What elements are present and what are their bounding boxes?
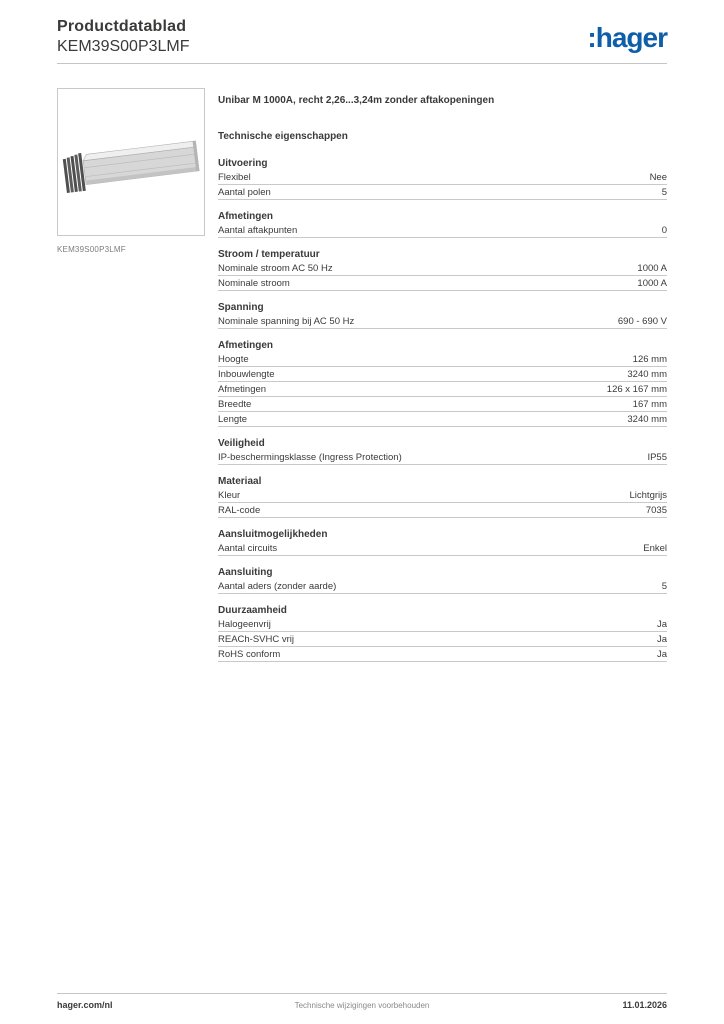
spec-row bbox=[218, 261, 667, 276]
spec-section-title: Afmetingen bbox=[218, 211, 273, 222]
spec-section bbox=[218, 211, 667, 238]
spec-value: Lichtgrijs bbox=[629, 489, 667, 501]
spec-section-title: Aansluiting bbox=[218, 567, 273, 578]
spec-value: 1000 A bbox=[637, 262, 667, 274]
spec-section bbox=[218, 476, 667, 518]
spec-row bbox=[218, 314, 667, 329]
hager-logo: :hager bbox=[587, 22, 667, 53]
spec-row bbox=[218, 450, 667, 465]
spec-value: 126 x 167 mm bbox=[606, 383, 667, 395]
technical-properties-heading: Technische eigenschappen bbox=[218, 131, 348, 142]
spec-row bbox=[218, 382, 667, 397]
spec-value: Ja bbox=[656, 633, 667, 645]
busbar-product-image bbox=[58, 89, 204, 235]
spec-section-title: Veiligheid bbox=[218, 438, 265, 449]
spec-section-title: Aansluitmogelijkheden bbox=[218, 529, 328, 540]
footer-disclaimer: Technische wijzigingen voorbehouden bbox=[294, 1001, 430, 1010]
spec-value: Enkel bbox=[643, 542, 667, 554]
spec-value: 126 mm bbox=[632, 353, 667, 365]
spec-label: Afmetingen bbox=[218, 383, 267, 395]
product-code: KEM39S00P3LMF bbox=[57, 38, 190, 55]
spec-label: RAL-code bbox=[218, 504, 261, 516]
spec-value: 5 bbox=[661, 186, 667, 198]
spec-section bbox=[218, 605, 667, 662]
spec-row bbox=[218, 397, 667, 412]
spec-label: REACh-SVHC vrij bbox=[218, 633, 295, 645]
spec-value: IP55 bbox=[647, 451, 667, 463]
spec-column bbox=[218, 88, 667, 662]
busbar-fins bbox=[62, 153, 85, 193]
spec-label: Breedte bbox=[218, 398, 252, 410]
spec-section bbox=[218, 158, 667, 200]
spec-row bbox=[218, 276, 667, 291]
spec-row bbox=[218, 367, 667, 382]
spec-value: Ja bbox=[656, 618, 667, 630]
spec-row bbox=[218, 185, 667, 200]
spec-section bbox=[218, 438, 667, 465]
spec-row bbox=[218, 412, 667, 427]
product-title: Unibar M 1000A, recht 2,26...3,24m zonder aftakopeningen bbox=[218, 95, 495, 106]
spec-section-title: Uitvoering bbox=[218, 158, 268, 169]
footer-website-link[interactable]: hager.com/nl bbox=[57, 1000, 113, 1010]
spec-section bbox=[218, 249, 667, 291]
spec-section bbox=[218, 340, 667, 427]
spec-label: Lengte bbox=[218, 413, 248, 425]
spec-sections bbox=[218, 143, 667, 662]
spec-label: Inbouwlengte bbox=[218, 368, 275, 380]
spec-label: Nominale stroom bbox=[218, 277, 290, 289]
spec-value: 167 mm bbox=[632, 398, 667, 410]
spec-section-title: Spanning bbox=[218, 302, 264, 313]
spec-label: Aantal aftakpunten bbox=[218, 224, 298, 236]
document-type: Productdatablad bbox=[57, 18, 187, 35]
spec-label: Flexibel bbox=[218, 171, 251, 183]
spec-label: Halogeenvrij bbox=[218, 618, 271, 630]
spec-value: Ja bbox=[656, 648, 667, 660]
spec-section-title: Duurzaamheid bbox=[218, 605, 287, 616]
spec-label: Aantal circuits bbox=[218, 542, 278, 554]
spec-label: Nominale stroom AC 50 Hz bbox=[218, 262, 333, 274]
spec-section-title: Afmetingen bbox=[218, 340, 273, 351]
spec-section bbox=[218, 529, 667, 556]
spec-row bbox=[218, 223, 667, 238]
spec-row bbox=[218, 170, 667, 185]
spec-section-title: Stroom / temperatuur bbox=[218, 249, 320, 260]
spec-value: 690 - 690 V bbox=[617, 315, 667, 327]
spec-label: Aantal aders (zonder aarde) bbox=[218, 580, 337, 592]
footer-date: 11.01.2026 bbox=[622, 1000, 667, 1010]
spec-value: 3240 mm bbox=[627, 413, 667, 425]
spec-row bbox=[218, 617, 667, 632]
spec-row bbox=[218, 647, 667, 662]
spec-row bbox=[218, 352, 667, 367]
spec-row bbox=[218, 488, 667, 503]
spec-row bbox=[218, 503, 667, 518]
spec-row bbox=[218, 632, 667, 647]
product-image-column bbox=[57, 88, 205, 254]
spec-label: Nominale spanning bij AC 50 Hz bbox=[218, 315, 355, 327]
spec-label: IP-beschermingsklasse (Ingress Protection) bbox=[218, 451, 402, 463]
footer bbox=[57, 993, 667, 1012]
spec-section bbox=[218, 302, 667, 329]
header-titles bbox=[57, 17, 190, 56]
product-image-frame bbox=[57, 88, 205, 236]
spec-label: Aantal polen bbox=[218, 186, 271, 198]
spec-row bbox=[218, 541, 667, 556]
spec-label: Kleur bbox=[218, 489, 241, 501]
spec-label: RoHS conform bbox=[218, 648, 281, 660]
spec-value: 3240 mm bbox=[627, 368, 667, 380]
spec-value: 5 bbox=[661, 580, 667, 592]
header-divider bbox=[57, 63, 667, 64]
spec-value: 7035 bbox=[645, 504, 667, 516]
spec-section-title: Materiaal bbox=[218, 476, 262, 487]
spec-section bbox=[218, 567, 667, 594]
header bbox=[57, 17, 667, 56]
spec-value: Nee bbox=[649, 171, 667, 183]
spec-value: 1000 A bbox=[637, 277, 667, 289]
spec-label: Hoogte bbox=[218, 353, 249, 365]
product-image-caption: KEM39S00P3LMF bbox=[57, 245, 126, 254]
spec-value: 0 bbox=[661, 224, 667, 236]
spec-row bbox=[218, 579, 667, 594]
footer-row bbox=[57, 1000, 667, 1012]
